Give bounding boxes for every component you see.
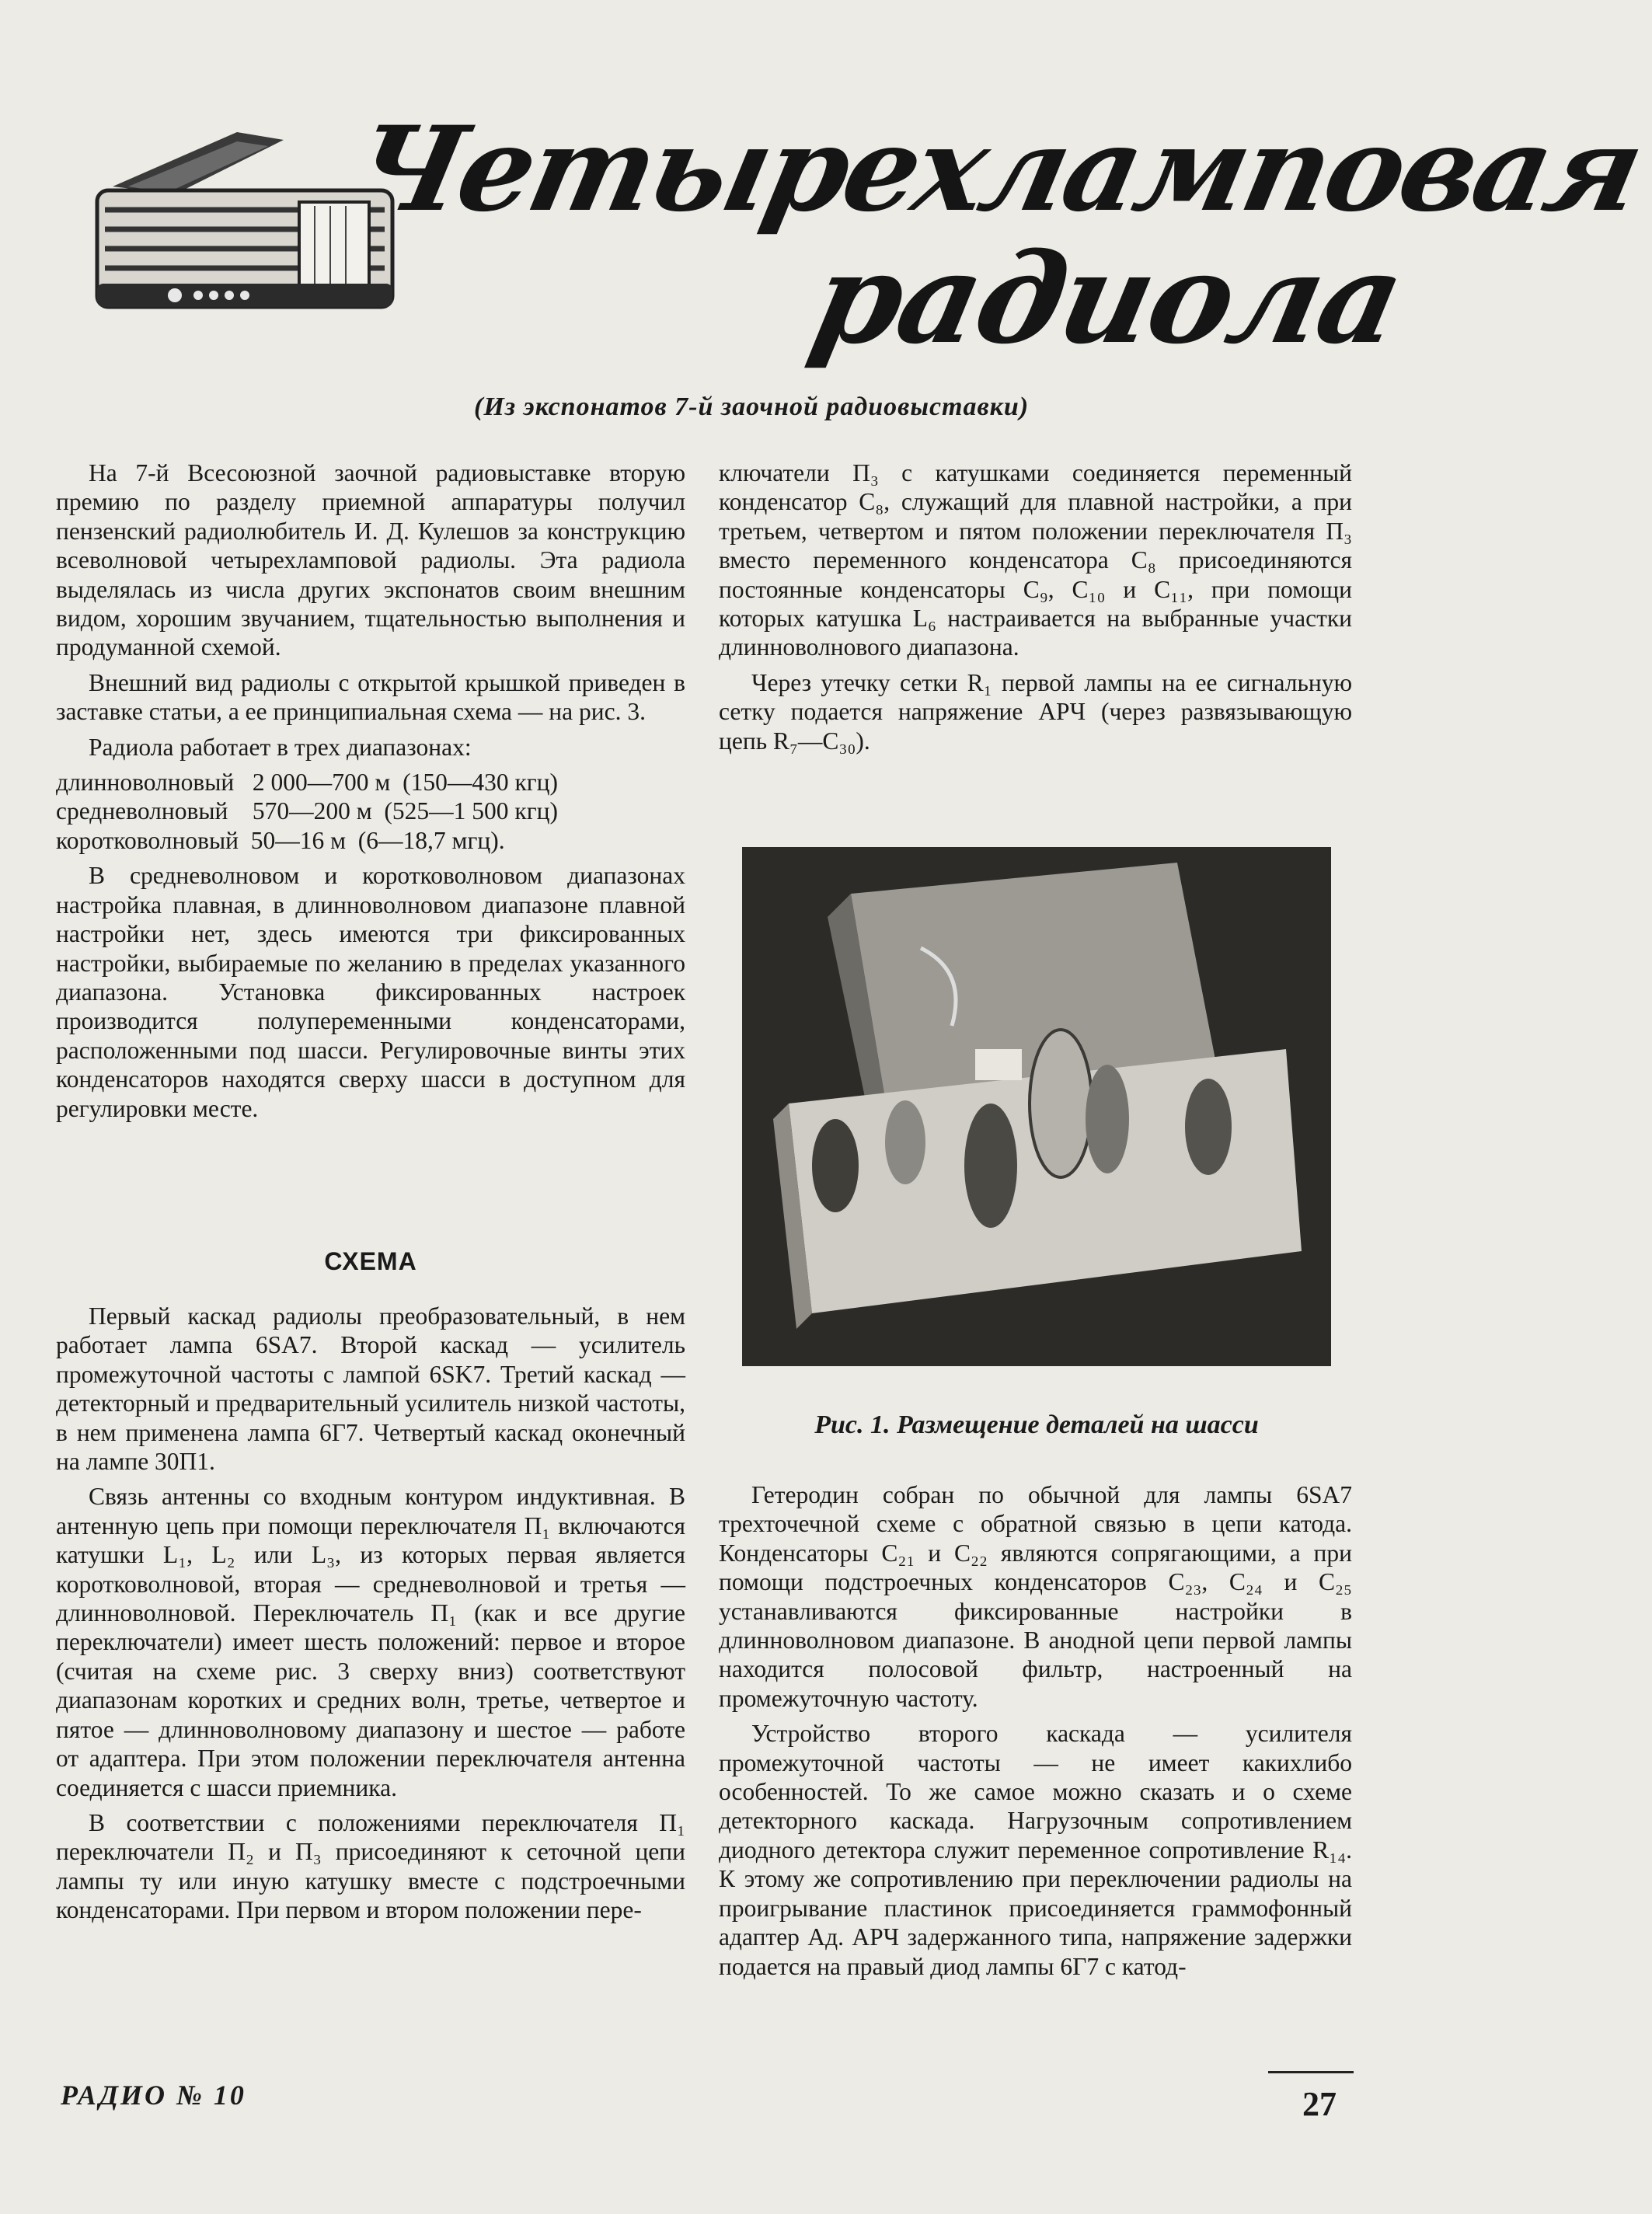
range-line: длинноволновый 2 000—700 м (150—430 кгц) (56, 769, 559, 797)
title-artwork (78, 54, 1652, 420)
paragraph: Гетеродин собран по обычной для лампы 6SA7 трехточечной схеме с обратной связью в цепи катода. Конденсаторы C₂₁ и C₂₂ являются сопрягающими, а при помощи подстроечных конденсаторов C₂₃, C₂₄ и C₂₅ устанавливаются фиксированные настройки в длинноволновом диапазоне. В анодной цепи первой лампы находится полосовой фильтр, настроенный на промежуточную частоту. (719, 1481, 1352, 1712)
footer-rule (1268, 2071, 1354, 2073)
chassis-photo (742, 847, 1331, 1366)
paragraph: На 7-й Всесоюзной заочной радиовыставке вторую премию по разделу приемной аппаратуры получил пензенский радиолюбитель И. Д. Кулешов за конструкцию всеволновой четырехламповой радиолы. Эта радиола выделялась из числа других экспонатов своим внешним видом, хорошим звучанием, тщательностью выполнения и продуманной схемой. (56, 459, 685, 661)
paragraph: Первый каскад радиолы преобразовательный, в нем работает лампа 6SA7. Второй каскад — усилитель промежуточной частоты с лампой 6SK7. Третий каскад — детекторный и предварительный усилитель низкой частоты, в нем применена лампа 6Г7. Четвертый каскад оконечный на лампе 30П1. (56, 1302, 685, 1476)
subtitle: (Из экспонатов 7-й заочной радиовыставки) (474, 392, 1030, 421)
left-column-bottom (56, 1302, 685, 1931)
section-heading: СХЕМА (324, 1247, 417, 1275)
page-number: 27 (1302, 2085, 1337, 2123)
paragraph: Внешний вид радиолы с открытой крышкой приведен в заставке статьи, а ее принципиальная схема — на рис. 3. (56, 668, 685, 726)
paragraph: Радиола работает в трех диапазонах: (89, 733, 472, 761)
paragraph: Устройство второго каскада — усилителя промежуточной частоты — не имеет какихлибо особенностей. То же самое можно сказать и о схеме детекторного каскада. Нагрузочным сопротивлением диодного детектора служит переменное сопротивление R₁₄. К этому же сопротивлению при переключении радиолы на проигрывание пластинок присоединяется граммофонный адаптер Ад. АРЧ задержанного типа, напряжение задержки подается на правый диод лампы 6Г7 с катод- (719, 1720, 1352, 1980)
left-column-top (56, 458, 685, 1129)
right-column-top (719, 458, 1352, 762)
paragraph: Через утечку сетки R₁ первой лампы на ее сигнальную сетку подается напряжение АРЧ (через развязывающую цепь R₇—C₃₀). (719, 668, 1352, 755)
paragraph: ключатели П₃ с катушками соединяется переменный конденсатор C₈, служащий для плавной настройки, а при третьем, четвертом и пятом положении переключателя П₃ вместо переменного конденсатора C₈ присоединяются постоянные конденсаторы C₉, C₁₀ и C₁₁, при помощи которых катушка L₆ настраивается на выбранные участки длинноволнового диапазона. (719, 459, 1352, 661)
figure-caption: Рис. 1. Размещение деталей на шасси (814, 1410, 1259, 1439)
paragraph: Связь антенны со входным контуром индуктивная. В антенную цепь при помощи переключателя П₁ включаются катушки L₁, L₂ или L₃, из которых первая является коротковолновой, вторая — средневолновой и третья — длинноволновой. Переключатель П₁ (как и все другие переключатели) имеет шесть положений: первое и второе (считая на схеме рис. 3 сверху вниз) соответствуют диапазонам коротких и средних волн, третье, четвертое и пятое — длинноволновому диапазону и шестое — работе от адаптера. При этом положении переключателя антенна соединяется с шасси приемника. (56, 1483, 685, 1801)
page-title-line1: Четырехламповая (343, 101, 1652, 238)
page-title-line2: радиола (800, 225, 1414, 371)
paragraph: В соответствии с положениями переключателя П₁ переключатели П₂ и П₃ присоединяют к сеточной цепи лампы ту или иную катушку вместе с подстроечными конденсаторами. При первом и втором положении пере- (56, 1808, 685, 1924)
journal-issue: РАДИО № 10 (61, 2080, 246, 2111)
range-line: коротковолновый 50—16 м (6—18,7 мгц). (56, 826, 505, 854)
right-column-bottom (719, 1480, 1352, 1987)
paragraph: В средневолновом и коротковолновом диапазонах настройка плавная, в длинноволновом диапазоне плавной настройки нет, здесь имеются три фиксированных настройки, выбираемые по желанию в пределах указанного диапазона. Установка фиксированных настроек производится полупеременными конденсаторами, расположенными под шасси. Регулировочные винты этих конденсаторов находятся сверху шасси в доступном для регулировки месте. (56, 862, 685, 1122)
range-line: средневолновый 570—200 м (525—1 500 кгц) (56, 797, 558, 825)
